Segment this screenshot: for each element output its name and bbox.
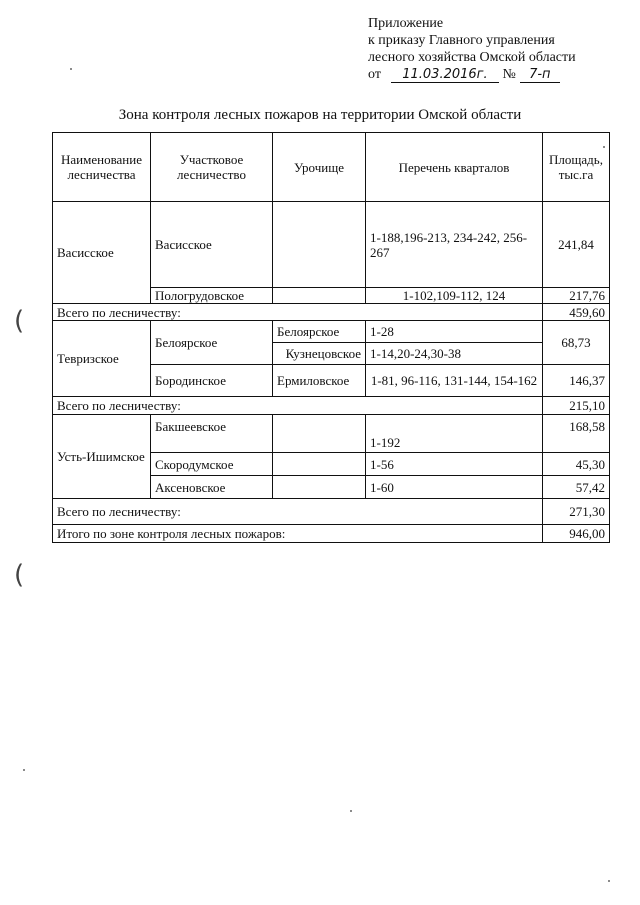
subtotal-value: 271,30 <box>543 499 610 525</box>
area-value: 57,42 <box>543 476 610 499</box>
quarters-list: 1-192 <box>366 415 543 453</box>
table-row <box>53 321 610 343</box>
subtotal-row <box>53 397 610 415</box>
district-name: Пологрудовское <box>151 288 273 304</box>
area-value: 45,30 <box>543 453 610 476</box>
district-name: Белоярское <box>151 321 273 365</box>
area-value: 241,84 <box>543 202 610 288</box>
grand-total-label: Итого по зоне контроля лесных пожаров: <box>53 525 543 543</box>
district-name: Васисское <box>151 202 273 288</box>
column-header: Участковое лесничество <box>151 133 273 202</box>
tract-name <box>273 476 366 499</box>
district-name: Бородинское <box>151 365 273 397</box>
subtotal-value: 459,60 <box>543 304 610 321</box>
column-header: Площадь, тыс.га <box>543 133 610 202</box>
quarters-list: 1-14,20-24,30-38 <box>366 343 543 365</box>
punch-hole-mark: ( <box>14 560 25 590</box>
scan-speck <box>350 810 352 812</box>
tract-name <box>273 202 366 288</box>
forestry-name: Усть-Ишимское <box>53 415 151 499</box>
subtotal-row <box>53 304 610 321</box>
appendix-header <box>368 15 576 83</box>
scan-speck <box>603 146 605 148</box>
punch-hole-mark: ( <box>14 306 25 336</box>
district-name: Скородумское <box>151 453 273 476</box>
quarters-list: 1-81, 96-116, 131-144, 154-162 <box>366 365 543 397</box>
grand-total-value: 946,00 <box>543 525 610 543</box>
quarters-list: 1-188,196-213, 234-242, 256-267 <box>366 202 543 288</box>
district-name: Аксеновское <box>151 476 273 499</box>
tract-name: Кузнецовское <box>273 343 366 365</box>
appendix-date-line <box>368 66 576 83</box>
tract-name <box>273 288 366 304</box>
table-row <box>53 415 610 453</box>
document-title: Зона контроля лесных пожаров на территории Омской области <box>118 107 522 123</box>
appendix-line-3: лесного хозяйства Омской области <box>368 50 576 65</box>
appendix-line-1: Приложение <box>368 16 444 31</box>
tract-name: Ермиловское <box>273 365 366 397</box>
tract-name: Белоярское <box>273 321 366 343</box>
subtotal-label: Всего по лесничеству: <box>53 397 543 415</box>
area-value: 146,37 <box>543 365 610 397</box>
scan-speck <box>70 68 72 70</box>
quarters-list: 1-60 <box>366 476 543 499</box>
tract-name <box>273 415 366 453</box>
district-name: Бакшеевское <box>151 415 273 453</box>
forestry-name: Тевризское <box>53 321 151 397</box>
fire-control-table <box>52 132 610 543</box>
column-header: Перечень кварталов <box>366 133 543 202</box>
column-header: Наименование лесничества <box>53 133 151 202</box>
scan-speck <box>608 880 610 882</box>
subtotal-label: Всего по лесничеству: <box>53 304 543 321</box>
subtotal-row <box>53 499 610 525</box>
area-value: 68,73 <box>543 321 610 365</box>
handwritten-date: 11.03.2016г. <box>391 67 499 83</box>
subtotal-label: Всего по лесничеству: <box>53 499 543 525</box>
table-header-row <box>53 133 610 202</box>
grand-total-row <box>53 525 610 543</box>
appendix-line-2: к приказу Главного управления <box>368 33 555 48</box>
column-header: Урочище <box>273 133 366 202</box>
area-value: 168,58 <box>543 415 610 453</box>
table-row <box>53 202 610 288</box>
quarters-list: 1-102,109-112, 124 <box>366 288 543 304</box>
quarters-list: 1-56 <box>366 453 543 476</box>
quarters-list: 1-28 <box>366 321 543 343</box>
date-prefix: от <box>368 67 381 82</box>
scan-speck <box>23 769 25 771</box>
tract-name <box>273 453 366 476</box>
number-prefix: № <box>502 67 516 82</box>
subtotal-value: 215,10 <box>543 397 610 415</box>
area-value: 217,76 <box>543 288 610 304</box>
forestry-name: Васисское <box>53 202 151 304</box>
handwritten-number: 7-п <box>520 67 560 83</box>
